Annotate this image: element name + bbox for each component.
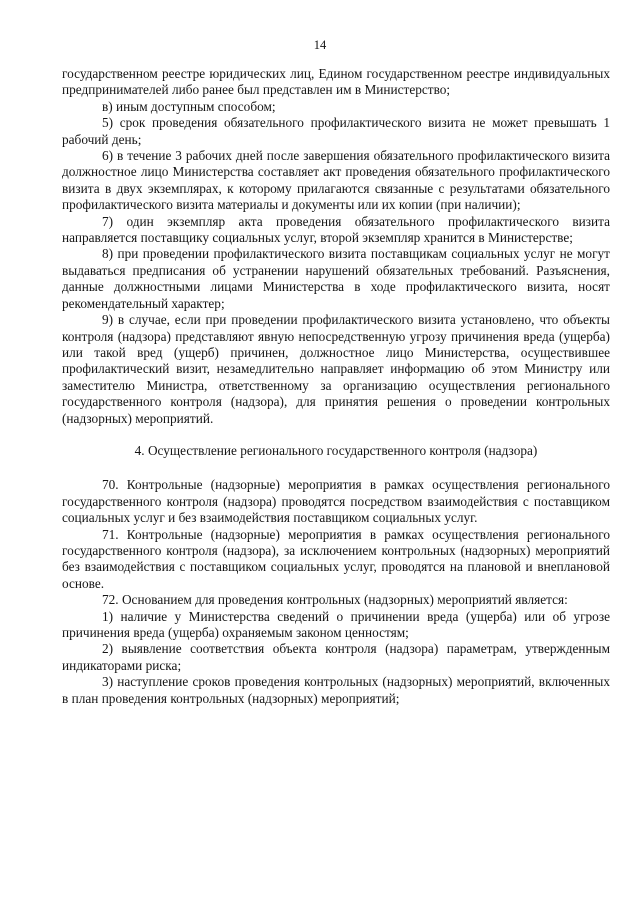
page-number: 14 [313,38,327,52]
section-heading: 4. Осуществление регионального государственного контроля (надзора) [134,442,538,458]
paragraph-70: 70. Контрольные (надзорные) мероприятия в рамках осуществления регионального государственного контроля (надзора) проводятся посредством взаимодействия с поставщиком социальных услуг и без взаимодействия поставщиком социальных услуг. [62,477,610,526]
paragraph-item-7: 7) один экземпляр акта проведения обязательного профилактического визита направляется поставщику социальных услуг, второй экземпляр хранится в Министерстве; [62,213,610,246]
paragraph-72: 72. Основанием для проведения контрольных (надзорных) мероприятий является: [102,592,568,608]
paragraph-item-8: 8) при проведении профилактического визита поставщикам социальных услуг не могут выдаваться предписания об устранении нарушений обязательных требований. Разъяснения, данные должностными лицами Министерства в ходе профилактического визита, носят рекомендательный характер; [62,246,610,311]
paragraph-item-5: 5) срок проведения обязательного профилактического визита не может превышать 1 рабочий день; [62,115,610,147]
paragraph-72-item-3: 3) наступление сроков проведения контрольных (надзорных) мероприятий, включенных в план проведения контрольных (надзорных) мероприятий; [62,674,610,706]
paragraph-item-v: в) иным доступным способом; [102,98,276,114]
document-body [62,66,610,707]
paragraph-item-9: 9) в случае, если при проведении профилактического визита установлено, что объекты контроля (надзора) представляют явную непосредственную угрозу причинения вреда (ущерба) или такой вред (ущерб) причинен, должностное лицо Министерства, осуществившее профилактический визит, незамедлительно направляет информацию об этом Министру или заместителю Министра, ответственному за организацию осуществления регионального государственного контроля (надзора), для принятия решения о проведении контрольных (надзорных) мероприятий. [62,312,610,426]
paragraph-item-6: 6) в течение 3 рабочих дней после завершения обязательного профилактического визита должностное лицо Министерства составляет акт проведения обязательного профилактического визита в двух экземплярах, к которому прилагаются связанные с результатами обязательного профилактического визита материалы и документы или их копии (при наличии); [62,148,610,213]
paragraph-72-item-1: 1) наличие у Министерства сведений о причинении вреда (ущерба) или об угрозе причинения вреда (ущерба) охраняемым законом ценностям; [62,608,610,640]
paragraph-continuation: государственном реестре юридических лиц, Едином государственном реестре индивидуальных предпринимателей либо ранее был представлен им в Министерство; [62,66,610,98]
paragraph-71: 71. Контрольные (надзорные) мероприятия в рамках осуществления регионального государственного контроля (надзора), за исключением контрольных (надзорных) мероприятий без взаимодействия с поставщиком социальных услуг, проводятся на плановой и внеплановой основе. [62,526,610,591]
paragraph-72-item-2: 2) выявление соответствия объекта контроля (надзора) параметрам, утвержденным индикаторами риска; [62,641,610,673]
